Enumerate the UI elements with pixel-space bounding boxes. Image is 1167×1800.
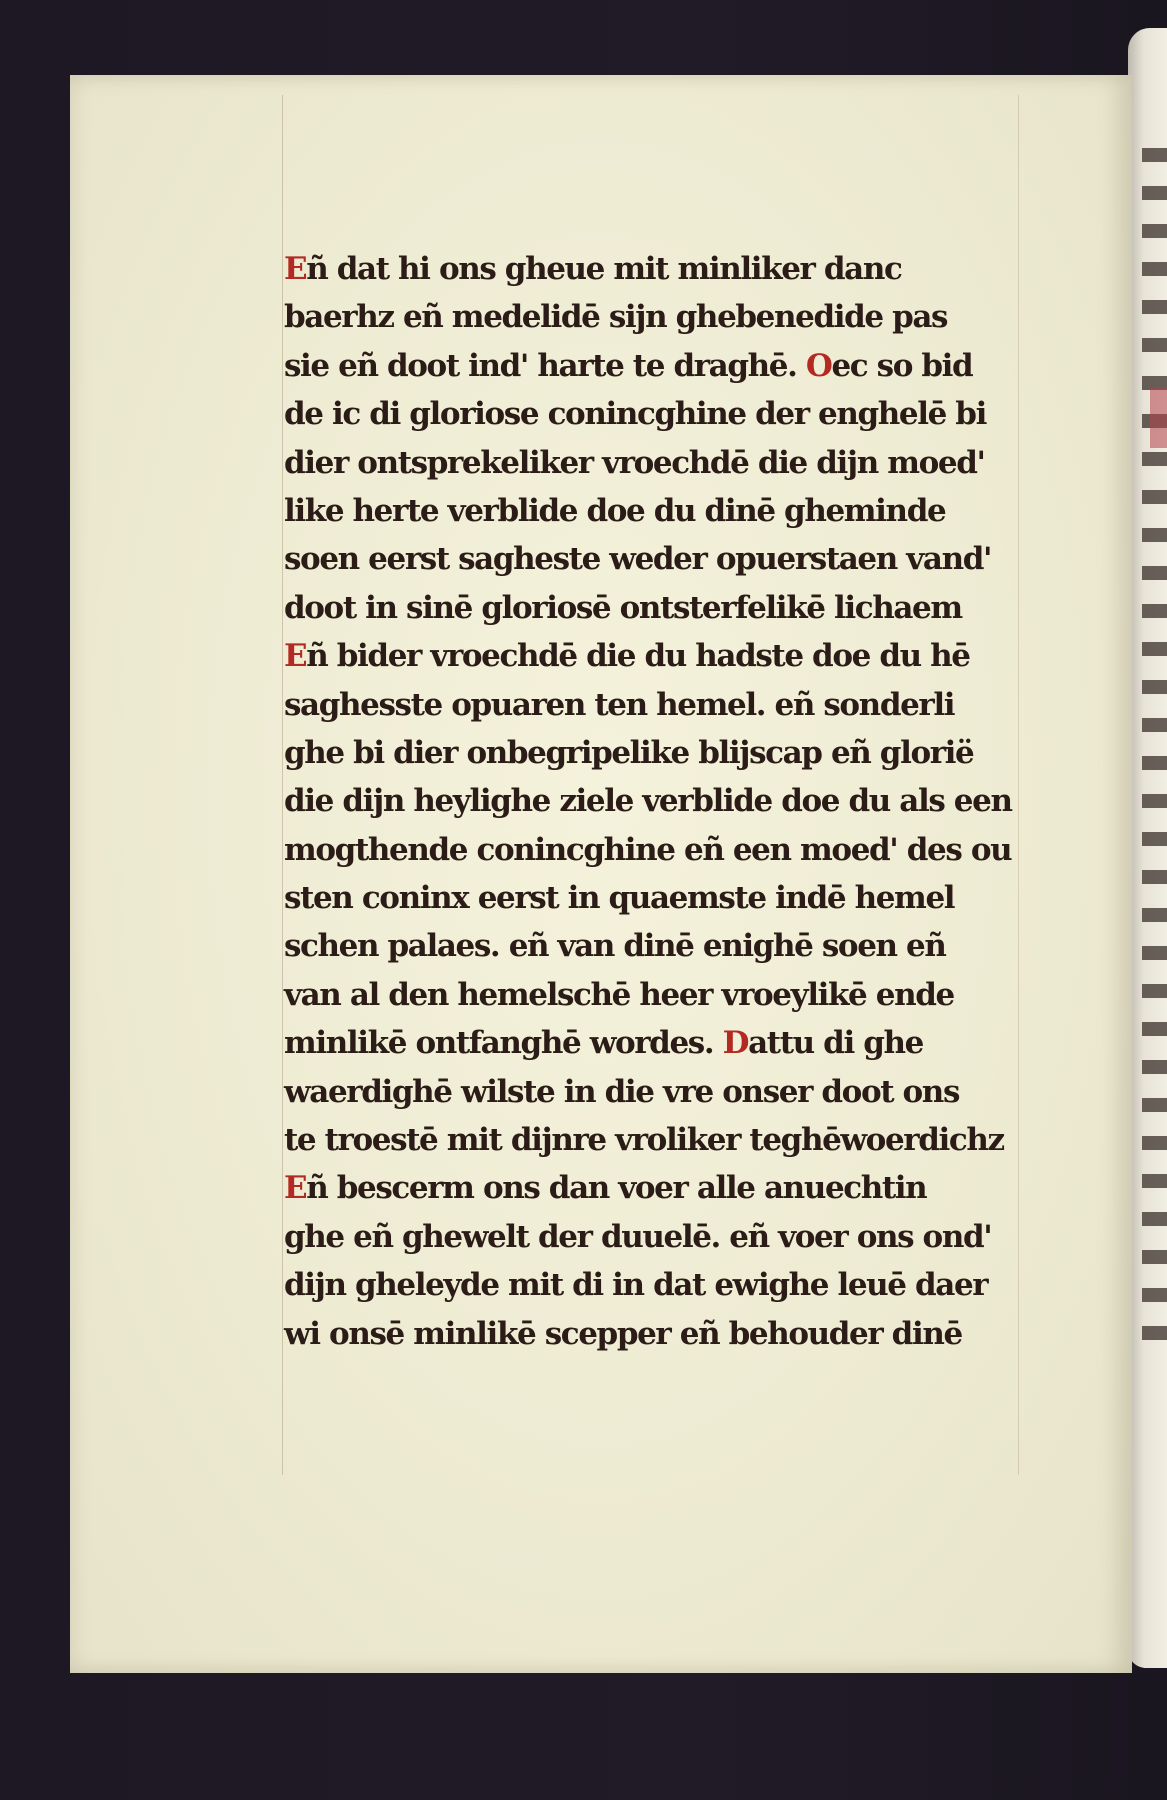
text-line-20-rest: ñ bescerm ons dan voer alle anuechtin [306, 1170, 927, 1207]
text-line-12: die dijn heylighe ziele verblide doe du als een [284, 783, 1012, 820]
text-line-10: saghesste opuaren ten hemel. eñ sonderli [284, 686, 955, 723]
text-line-17-rest: attu di ghe [748, 1025, 923, 1062]
manuscript-page [70, 75, 1132, 1673]
text-line-14: sten coninx eerst in quaemste indē hemel [284, 880, 955, 917]
text-line-15: schen palaes. eñ van dinē enighē soen eñ [284, 928, 946, 965]
text-line-17-first: minlikē ontfanghē wordes. [284, 1025, 723, 1062]
rubric-initial-3: E [284, 638, 307, 675]
text-line-11: ghe bi dier onbegripelike blijscap eñ glorië [284, 734, 974, 771]
text-line-6: like herte verblide doe du dinē gheminde [284, 492, 946, 529]
text-line-13: mogthende conincghine eñ een moed' des ou [284, 831, 1012, 868]
text-line-3-rest: ec so bid [831, 347, 973, 384]
text-line-21: ghe eñ ghewelt der duuelē. eñ voer ons ond' [284, 1218, 992, 1255]
text-line-18: waerdighē wilste in die vre onser doot ons [284, 1073, 959, 1110]
left-ruling-line [282, 95, 283, 1475]
text-line-9 [284, 632, 1074, 680]
text-line-9-rest: ñ bider vroechdē die du hadste doe du hē [306, 638, 970, 675]
text-line-3-first: sie eñ doot ind' harte te draghē. [284, 347, 806, 384]
text-line-20 [284, 1164, 1074, 1212]
text-line-4: de ic di gloriose conincghine der enghelē bi [284, 396, 986, 433]
text-line-8: doot in sinē gloriosē ontsterfelikē lichaem [284, 589, 962, 626]
text-line-19: te troestē mit dijnre vroliker teghēwoerdichz [284, 1122, 1004, 1159]
adjacent-page-rubric-fragment [1150, 388, 1167, 448]
rubric-initial-2: O [805, 347, 832, 384]
text-line-1 [284, 245, 1074, 293]
text-line-1-rest: ñ dat hi ons gheue mit minliker danc [306, 251, 902, 287]
text-line-16: van al den hemelschē heer vroeylikē ende [284, 976, 954, 1013]
text-line-2: baerhz eñ medelidē sijn ghebenedide pas [284, 299, 948, 336]
text-block [284, 245, 1074, 1358]
text-line-23: wi onsē minlikē scepper eñ behouder dinē [284, 1315, 962, 1352]
rubric-initial-1: E [284, 251, 307, 287]
text-line-22: dijn gheleyde mit di in dat ewighe leuē daer [284, 1267, 988, 1304]
text-line-17 [284, 1019, 1074, 1067]
text-line-3 [284, 342, 1074, 390]
adjacent-page-text-fragment [1142, 148, 1167, 1348]
rubric-initial-4: D [722, 1025, 749, 1062]
rubric-initial-5: E [284, 1170, 307, 1207]
adjacent-page-edge [1128, 28, 1167, 1668]
text-line-5: dier ontsprekeliker vroechdē die dijn moed' [284, 444, 985, 481]
text-line-7: soen eerst sagheste weder opuerstaen vand' [284, 541, 992, 578]
